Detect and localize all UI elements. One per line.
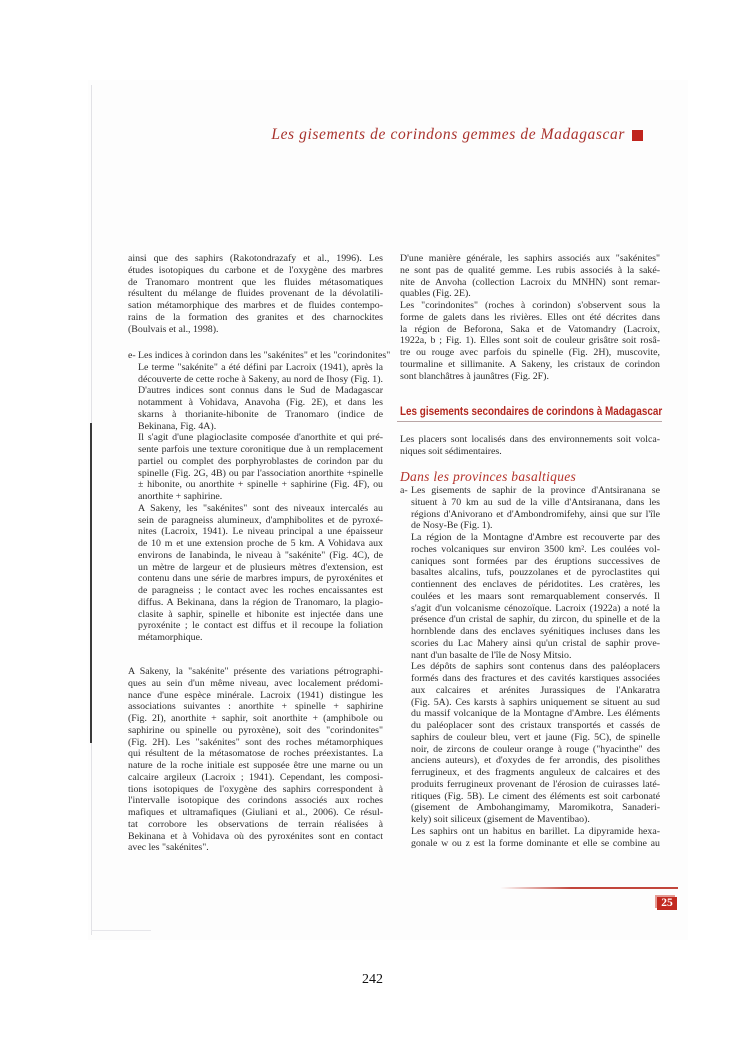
text-line: découverte de cette roche à Sakeny, au nord de Ihosy (Fig. 1). [138, 373, 383, 385]
text-line: de paragneiss ; le contact avec les roches encaissantes est [138, 585, 383, 596]
text-line: D'une manière générale, les saphirs associés aux "sakénites" [400, 253, 660, 264]
text-line: nant d'un basalte de l'île de Nosy Mitsio. [411, 649, 572, 661]
text-line: tions isotopiques de l'oxygène des saphirs correspondent à [128, 783, 383, 795]
text-line: saphirine ou spinelle ou pyroxène), soit des "corindonites" [128, 724, 383, 736]
text-line: (Fig. 2I), anorthite + saphir, soit anorthite + (amphibole ou [128, 713, 383, 724]
text-line: Bekinana, Fig. 4A). [138, 420, 217, 432]
paragraph [138, 350, 391, 432]
text-line: un mètre de largeur et de plusieurs mètres d'extension, est [138, 561, 383, 573]
text-line: régions d'Anivorano et d'Ambondromifehy, ainsi que sur l'île [411, 508, 660, 520]
text-line: hornblende dans des enclaves syénitiques incluses dans les [411, 626, 660, 637]
text-line: quables (Fig. 2E). [400, 288, 471, 300]
text-line: Le terme "sakénite" a été défini par Lacroix (1941), après la [138, 361, 383, 373]
paragraph [400, 300, 660, 382]
text-line: l'intervalle isotopique des corindons associés aux roches [128, 795, 383, 807]
text-line: ritiques (Fig. 5B). Le ciment des éléments est soit carbonaté [411, 790, 660, 802]
text-line: environs de Ianabinda, le niveau à "sakénite" (Fig. 4C), de [138, 549, 383, 561]
text-line: avec les "sakénites". [128, 842, 209, 854]
text-line: diffus. A Bekinana, dans la région de Tranomaro, la plagio- [138, 596, 383, 608]
text-line: Les dépôts de saphirs sont contenus dans des paléoplacers [411, 661, 660, 673]
text-line: (Boulvais et al., 1998). [128, 323, 219, 335]
text-line: produits ferrugineux provenant de l'érosion de cuirasses laté- [411, 778, 660, 790]
text-line: spinelle (Fig. 2G, 4B) ou par l'association anorthite +spinelle [138, 467, 383, 479]
text-line: saphirs de couleur bleu, vert et jaune (Fig. 5C), de spinelle [411, 731, 660, 743]
list-item-e [138, 350, 391, 644]
running-title: Les gisements de corindons gemmes de Madagascar [271, 126, 625, 143]
right-column [400, 253, 660, 382]
text-line: sont blanchâtres à jaunâtres (Fig. 2F). [400, 370, 549, 382]
text-line: sation métamorphique des marbres et de fluides contempo- [128, 300, 383, 311]
section-heading: Les gisements secondaires de corindons à Madagascar [400, 406, 663, 418]
text-line: tourmaline et sillimanite. A Sakeny, les cristaux de corindon [400, 358, 660, 370]
text-line: nature de la roche initiale est supposée être une marne ou un [128, 760, 383, 771]
text-line: scories du Lac Mahery ainsi qu'un cristal de saphir prove- [411, 637, 660, 649]
text-line: nites (Lacroix, 1941). Le niveau principal a une épaisseur [138, 526, 383, 538]
text-line: sente parfois une texture coronitique due à un remplacement [138, 444, 383, 455]
text-line: associations suivantes : anorthite + spinelle + saphirine [128, 701, 383, 713]
text-line: de Nosy-Be (Fig. 1). [411, 520, 493, 532]
paragraph [411, 532, 660, 661]
text-line: niques soit sédimentaires. [400, 445, 502, 457]
text-line: kely) soit siliceux (gisement de Maventibao). [411, 814, 590, 825]
title-square-marker [632, 130, 643, 141]
paragraph [128, 253, 383, 335]
left-column [128, 253, 383, 335]
text-line: situent à 70 km au sud de la ville d'Antsiranana, dans les [411, 496, 660, 508]
list-label-e: e- [128, 350, 136, 361]
text-line: D'autres indices sont connus dans le Sud de Madagascar [138, 385, 383, 397]
text-line: clasite à saphir, spinelle et hibonite est injectée dans une [138, 608, 383, 620]
text-line: tat corrobore les observations de terrain réalisées à [128, 818, 383, 830]
text-line: Les saphirs ont un habitus en barillet. La dipyramide hexa- [411, 825, 660, 837]
text-line: contiennent des enclaves de péridotites. Les cratères, les [411, 579, 660, 590]
binding-shadow [90, 423, 92, 743]
footer-red-rule [500, 887, 678, 889]
text-line: ne sont pas de qualité gemme. Les rubis associés à la saké- [400, 264, 660, 276]
text-line: (gisement de Ambohangimamy, Maromikotra, Sanaderi- [411, 802, 660, 814]
text-line: anciens auteurs), et d'oxydes de fer arrondis, des pisolithes [411, 755, 660, 767]
text-line: contenu dans une série de marbres impurs, de pyroxénites et [138, 573, 383, 585]
text-line: aux calcaires et arénites Jurassiques de l'Ankaratra [411, 684, 660, 696]
text-line: 1922a, b ; Fig. 1). Elles sont soit de couleur grisâtre soit rosâ- [400, 335, 660, 347]
text-line: Bekinana et à Vohidava où des pyroxénites sont en contact [128, 830, 383, 842]
text-line: pyroxénite ; le contact est diffus et il recoupe la foliation [138, 620, 383, 632]
text-line: ques au sein d'un même niveau, avec localement prédomi- [128, 677, 383, 689]
text-line: métamorphique. [138, 632, 203, 643]
text-line: tre ou rouge avec parfois du spinelle (Fig. 2H), muscovite, [400, 347, 660, 358]
text-line: qui résultent de la métasomatose de roches préexistantes. La [128, 748, 383, 760]
text-line: Les gisements de saphir de la province d'Antsiranana se [411, 485, 660, 496]
text-line: anorthite + saphirine. [138, 491, 223, 502]
text-line: de 10 m et une extension proche de 5 km. A Vohidava aux [138, 538, 383, 549]
subheading: Dans les provinces basaltiques [400, 469, 577, 484]
text-line: roches volcaniques sur environ 3500 km². Les coulées vol- [411, 543, 660, 555]
text-line: notamment à Vohidava, Anavoha (Fig. 2E), et dans les [138, 397, 383, 408]
text-line: forme de galets dans les rivières. Elles ont été décrites dans [400, 311, 660, 323]
paragraph [411, 661, 660, 826]
text-line: du paléoplacer sont des cristaux transportés et cassés de [411, 720, 660, 731]
text-line: gonale w ou z est la forme dominante et elle se combine au [411, 837, 660, 849]
text-line: ainsi que des saphirs (Rakotondrazafy et al., 1996). Les [128, 253, 383, 264]
text-line: A Sakeny, la "sakénite" présente des variations pétrographi- [128, 666, 383, 677]
text-line: (Fig. 5A). Ces karsts à saphirs uniquement se situent au sud [411, 696, 660, 708]
text-line: nite de Anvoha (collection Lacroix du MNHN) sont remar- [400, 276, 660, 288]
text-line: calcaire argileux (Lacroix ; 1941). Cependant, les composi- [128, 771, 383, 783]
list-label-a: a- [400, 485, 408, 496]
text-line: Les "corindonites" (roches à corindon) s'observent sous la [400, 300, 660, 311]
paragraph [411, 826, 660, 850]
text-line: Il s'agit d'une plagioclasite composée d'anorthite et qui pré- [138, 432, 383, 444]
text-line: caniques sont formées par des éruptions successives de [411, 555, 660, 567]
text-line: noir, de zircons de couleur orange à rouge ("hyacinthe" des [411, 743, 660, 755]
text-line: A Sakeny, les "sakénites" sont des niveaux intercalés au [138, 502, 383, 514]
paragraph [411, 485, 660, 532]
text-line: (Fig. 2H). Les "sakénites" sont des roches métamorphiques [128, 736, 383, 748]
paragraph [138, 432, 383, 503]
text-line: présence d'un cristal de saphir, du zircon, du spinelle et de la [411, 614, 660, 626]
text-line: études isotopiques du carbone et de l'oxygène des marbres [128, 264, 383, 276]
text-line: partiel ou complet des porphyroblastes de corindon par du [138, 455, 383, 467]
scan-artifact-line [91, 930, 151, 931]
page-number: 242 [362, 972, 383, 987]
text-line: ferrugineux, et des fragments anguleux de calcaires et des [411, 767, 660, 778]
text-line: Les placers sont localisés dans des environnements soit volca- [400, 434, 660, 445]
book-page-number: 25 [657, 897, 677, 910]
text-line: résultent du mélange de fluides provenant de la dévolatili- [128, 288, 383, 300]
text-line: ± hibonite, ou anorthite + spinelle + saphirine (Fig. 4F), ou [138, 479, 383, 491]
text-line: la région de Beforona, Saka et de Vatomandry (Lacroix, [400, 323, 660, 335]
section-underline [397, 421, 662, 422]
text-line: nance d'une espèce minérale. Lacroix (1941) distingue les [128, 689, 383, 701]
text-line: Les indices à corindon dans les "sakénites" et les "corindonites" [138, 350, 391, 361]
text-line: s'agit d'un volcanisme cénozoïque. Lacroix (1922a) a noté la [411, 602, 660, 614]
paragraph [400, 434, 660, 458]
text-line: skarns à thorianite-hibonite de Tranomaro (indice de [138, 408, 383, 420]
text-line: basaltes alcalins, tufs, pouzzolanes et de pyroclastites qui [411, 567, 660, 579]
list-item-a [411, 485, 660, 849]
text-line: coulées et les maars sont remarquablement conservés. Il [411, 590, 660, 602]
text-line: La région de la Montagne d'Ambre est recouverte par des [411, 532, 660, 543]
left-column-bottom [128, 666, 383, 854]
text-line: mafiques et ultramafiques (Giuliani et al., 2006). Ce résul- [128, 807, 383, 818]
intro-block [400, 434, 660, 458]
text-line: de Tranomaro montrent que les fluides métasomatiques [128, 276, 383, 288]
text-line: formés dans des fractures et des cavités karstiques associées [411, 673, 660, 684]
text-line: sein de paragneiss alumineux, d'amphibolites et de pyroxé- [138, 514, 383, 526]
paragraph [400, 253, 660, 300]
text-line: rains de la formation des granites et des charnockites [128, 311, 383, 323]
text-line: du massif volcanique de la Montagne d'Ambre. Les éléments [411, 708, 660, 720]
paragraph [138, 503, 383, 644]
paragraph [128, 666, 383, 854]
